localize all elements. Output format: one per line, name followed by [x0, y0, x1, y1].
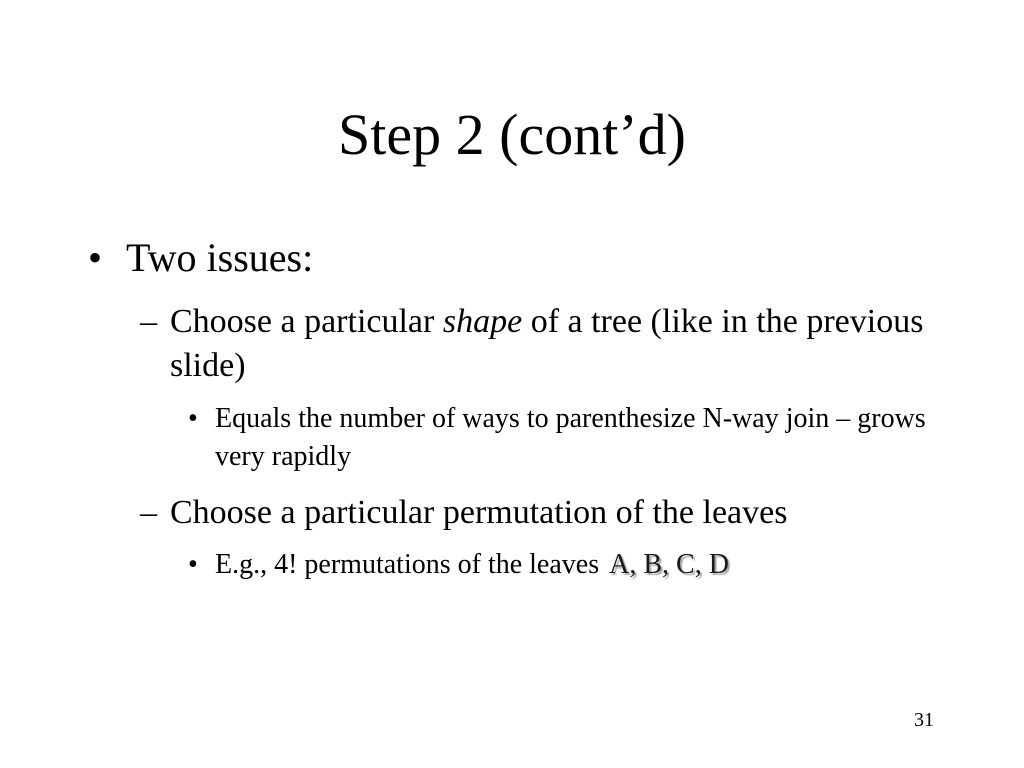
bullet-marker: • [88, 235, 103, 280]
sub-item-text [170, 300, 940, 388]
text-before: Choose a particular [170, 303, 443, 340]
text-after: of a tree (like in the previous slide) [170, 303, 924, 384]
bullet-marker: • [188, 549, 198, 580]
sub-item-shape [140, 300, 940, 388]
sub-item-permutation [140, 491, 940, 535]
sub-sub-item-text: Equals the number of ways to parenthesize N-way join – grows very rapidly [215, 403, 926, 472]
bullet-marker: • [188, 403, 198, 434]
permutations-text: E.g., 4! permutations of the leaves [215, 549, 600, 580]
dash-marker: – [140, 494, 157, 531]
sub-sub-item-permutations [188, 546, 928, 584]
slide-title: Step 2 (cont’d) [338, 102, 686, 167]
sub-sub-item-parenthesize [188, 400, 928, 476]
slide-number: 31 [914, 709, 934, 731]
sub-item-text: Choose a particular permutation of the leaves [170, 494, 788, 531]
dash-marker: – [140, 303, 157, 340]
leaves-highlight: A, B, C, D [609, 549, 729, 580]
emphasized-word: shape [442, 303, 523, 340]
bullet-text: Two issues: [126, 235, 314, 280]
sub-sub-item-text [215, 546, 928, 584]
